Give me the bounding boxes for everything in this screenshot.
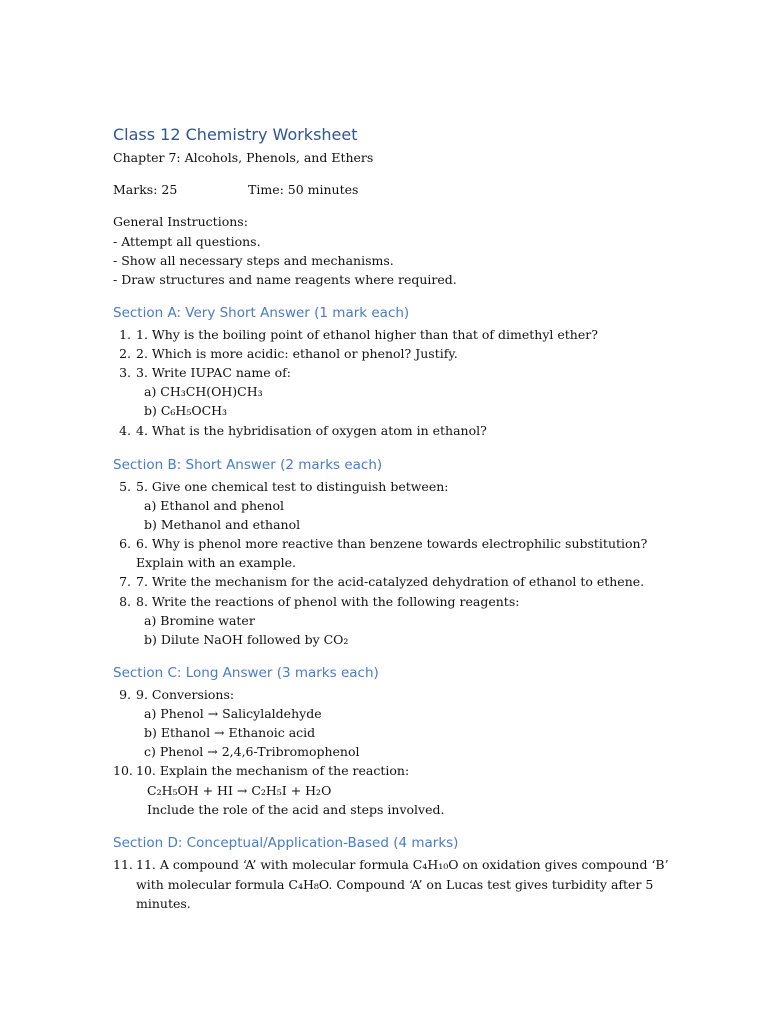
question-text: 11. A compound ‘A’ with molecular formula C₄H₁₀O on oxidation gives compound ‘B’ [136, 857, 669, 872]
question-number: 11. [113, 857, 133, 872]
sub-question: c) Phenol → 2,4,6-Tribromophenol [144, 744, 360, 759]
instruction-item: - Show all necessary steps and mechanisms. [113, 253, 394, 268]
question-text: 5. Give one chemical test to distinguish between: [136, 479, 449, 494]
question-text: 1. Why is the boiling point of ethanol higher than that of dimethyl ether? [136, 327, 598, 342]
question-number: 1. [119, 327, 131, 342]
question-number: 6. [119, 536, 131, 551]
marks-label: Marks: 25 [113, 182, 178, 197]
question-text: 2. Which is more acidic: ethanol or phenol? Justify. [136, 346, 458, 361]
sub-question: b) Methanol and ethanol [144, 517, 301, 532]
question-text-continuation: with molecular formula C₄H₈O. Compound ‘A’ on Lucas test gives turbidity after 5 [136, 877, 654, 892]
question-text: 6. Why is phenol more reactive than benzene towards electrophilic substitution? [136, 536, 648, 551]
sub-question: b) C₆H₅OCH₃ [144, 403, 228, 418]
question-number: 3. [119, 365, 131, 380]
question-text-continuation: Explain with an example. [136, 555, 296, 570]
instruction-item: - Attempt all questions. [113, 234, 261, 249]
instructions-heading: General Instructions: [113, 214, 248, 229]
question-text-continuation: minutes. [136, 896, 191, 911]
reaction-equation: C₂H₅OH + HI → C₂H₅I + H₂O [147, 783, 332, 798]
question-text: 8. Write the reactions of phenol with the following reagents: [136, 594, 520, 609]
sub-question: a) CH₃CH(OH)CH₃ [144, 384, 263, 399]
question-note: Include the role of the acid and steps involved. [147, 802, 445, 817]
question-text: 3. Write IUPAC name of: [136, 365, 291, 380]
time-label: Time: 50 minutes [248, 182, 359, 197]
sub-question: a) Ethanol and phenol [144, 498, 285, 513]
question-text: 10. Explain the mechanism of the reaction: [136, 763, 410, 778]
question-number: 8. [119, 594, 131, 609]
section-b-heading: Section B: Short Answer (2 marks each) [113, 457, 383, 473]
sub-question: b) Dilute NaOH followed by CO₂ [144, 632, 349, 647]
instruction-item: - Draw structures and name reagents where required. [113, 272, 457, 287]
question-number: 2. [119, 346, 131, 361]
question-text: 9. Conversions: [136, 687, 235, 702]
question-number: 7. [119, 574, 131, 589]
question-number: 10. [113, 763, 133, 778]
sub-question: b) Ethanol → Ethanoic acid [144, 725, 316, 740]
question-number: 5. [119, 479, 131, 494]
section-d-heading: Section D: Conceptual/Application-Based (4 marks) [113, 835, 459, 851]
question-text: 4. What is the hybridisation of oxygen atom in ethanol? [136, 423, 487, 438]
question-number: 4. [119, 423, 131, 438]
chapter-subtitle: Chapter 7: Alcohols, Phenols, and Ethers [113, 150, 374, 165]
section-a-heading: Section A: Very Short Answer (1 mark each) [113, 305, 410, 321]
question-text: 7. Write the mechanism for the acid-catalyzed dehydration of ethanol to ethene. [136, 574, 645, 589]
question-number: 9. [119, 687, 131, 702]
section-c-heading: Section C: Long Answer (3 marks each) [113, 665, 379, 681]
page-title: Class 12 Chemistry Worksheet [113, 125, 358, 144]
sub-question: a) Bromine water [144, 613, 255, 628]
sub-question: a) Phenol → Salicylaldehyde [144, 706, 322, 721]
